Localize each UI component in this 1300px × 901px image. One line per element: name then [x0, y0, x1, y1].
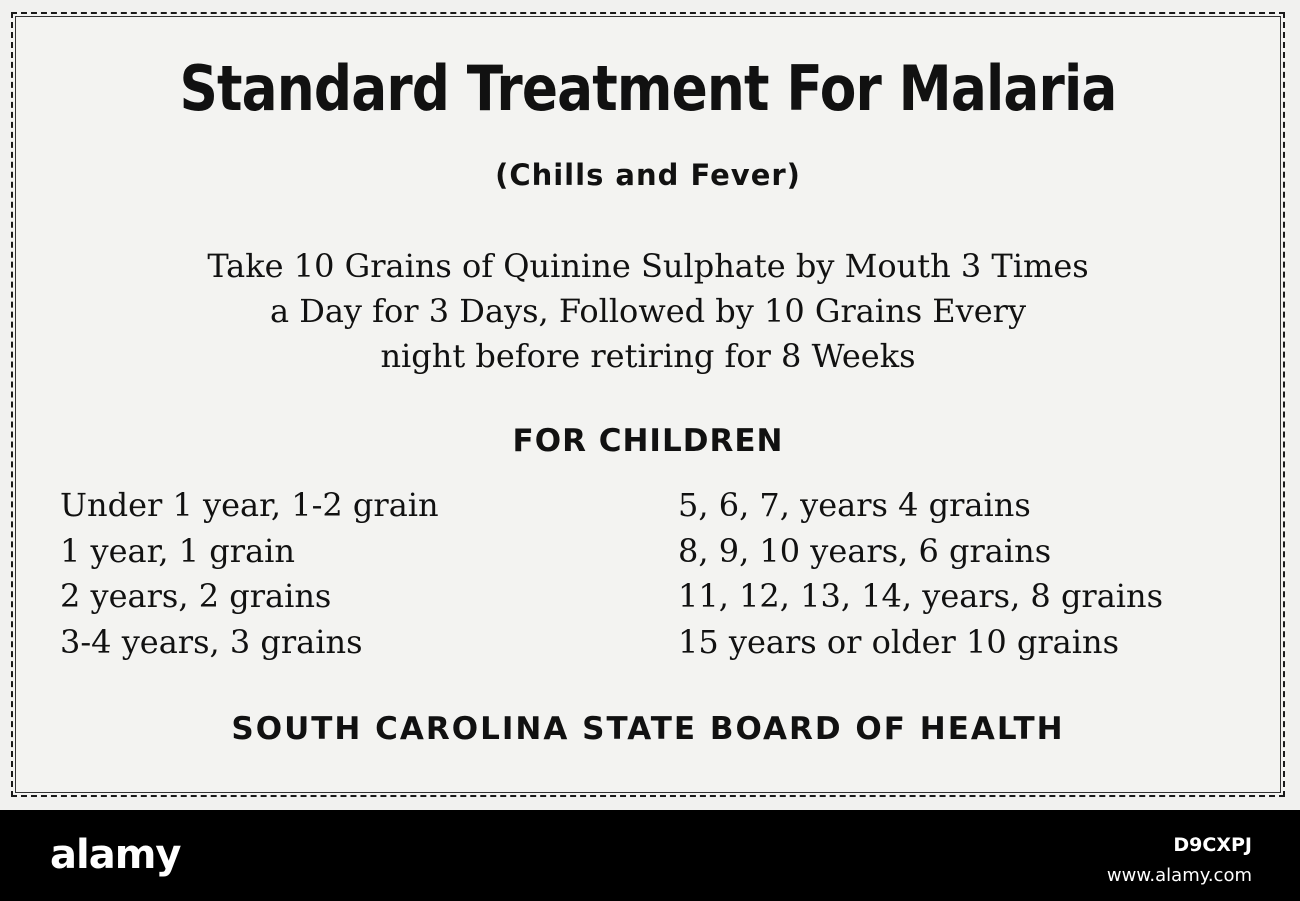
- source-url: www.alamy.com: [1106, 865, 1252, 886]
- children-doses-left: [60, 483, 439, 665]
- children-doses-right: [678, 483, 1163, 665]
- notice-title: Standard Treatment For Malaria: [179, 52, 1117, 125]
- dose-item: 1 year, 1 grain: [60, 531, 295, 570]
- notice-subtitle: (Chills and Fever): [495, 158, 801, 192]
- treatment-instructions: [13, 244, 1283, 379]
- watermark-strip: [0, 810, 1300, 901]
- dose-item: 5, 6, 7, years 4 grains: [678, 486, 1031, 524]
- dose-item: 2 years, 2 grains: [60, 577, 332, 615]
- issuer-footer: SOUTH CAROLINA STATE BOARD OF HEALTH: [231, 711, 1065, 747]
- dose-item: 11, 12, 13, 14, years, 8 grains: [678, 577, 1164, 615]
- alamy-logo: alamy: [50, 832, 181, 878]
- dose-item: Under 1 year, 1-2 grain: [60, 486, 439, 524]
- dose-item: 8, 9, 10 years, 6 grains: [678, 531, 1052, 570]
- malaria-notice-card: [11, 12, 1285, 797]
- instruction-line: night before retiring for 8 Weeks: [380, 337, 916, 375]
- dose-item: 15 years or older 10 grains: [678, 622, 1120, 661]
- instruction-line: Take 10 Grains of Quinine Sulphate by Mouth 3 Times: [207, 247, 1089, 285]
- image-id: D9CXPJ: [1173, 834, 1252, 856]
- instruction-line: a Day for 3 Days, Followed by 10 Grains Every: [269, 292, 1027, 330]
- children-heading: FOR CHILDREN: [512, 423, 784, 459]
- dose-item: 3-4 years, 3 grains: [60, 622, 363, 661]
